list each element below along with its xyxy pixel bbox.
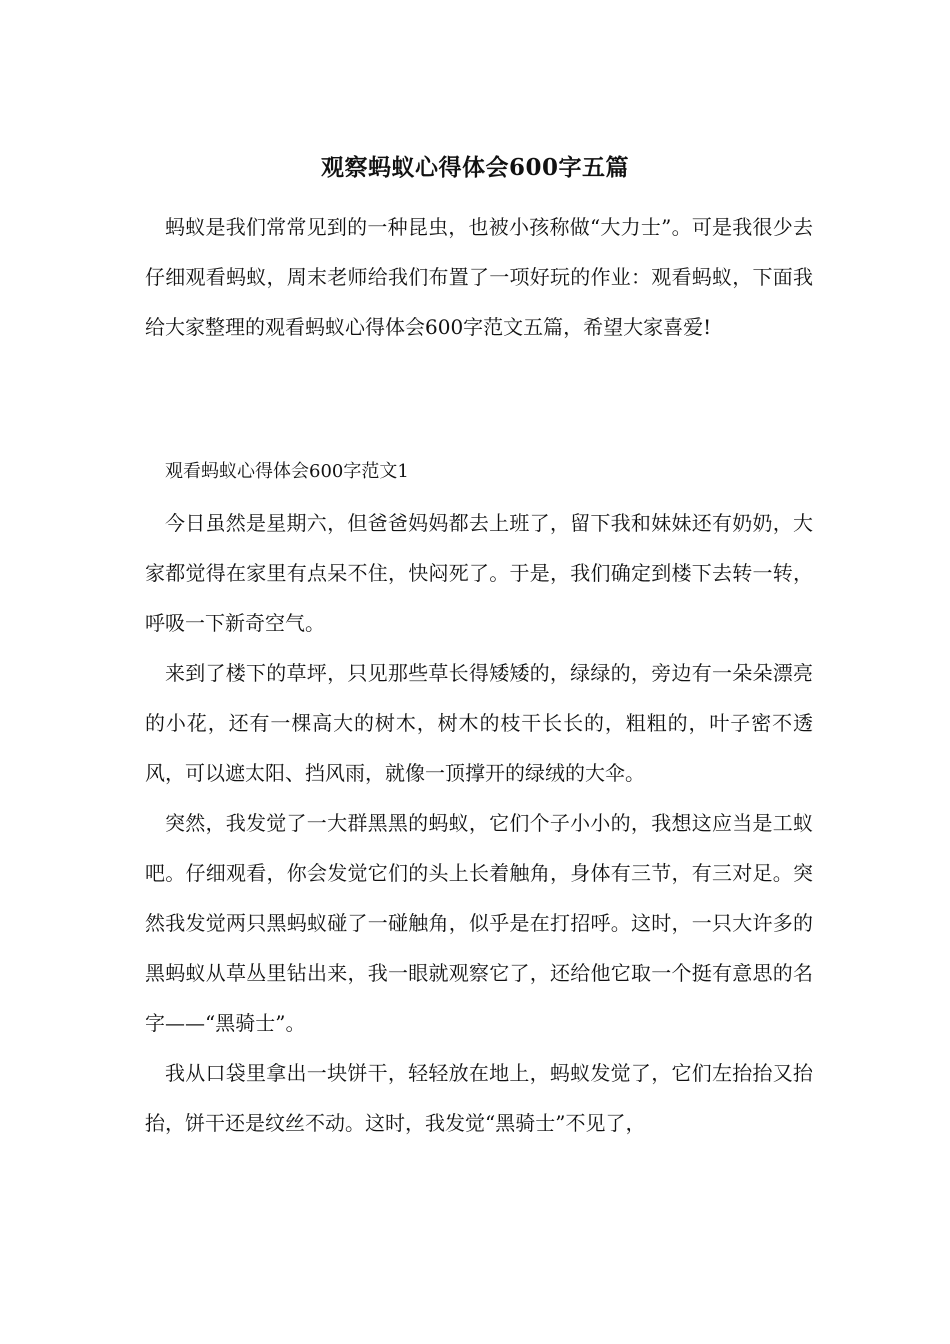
- paragraph-1: 今日虽然是星期六，但爸爸妈妈都去上班了，留下我和妹妹还有奶奶，大家都觉得在家里有点呆不住，快闷死了。于是，我们确定到楼下去转一转，呼吸一下新奇空气。: [145, 511, 813, 635]
- paragraph-2: 来到了楼下的草坪，只见那些草长得矮矮的，绿绿的，旁边有一朵朵漂亮的小花，还有一棵高大的树木，树木的枝干长长的，粗粗的，叶子密不透风，可以遮太阳、挡风雨，就像一顶撑开的绿绒的大伞。: [145, 661, 813, 785]
- section-heading: 观看蚂蚁心得体会600字范文1: [165, 461, 409, 482]
- document-title: 观察蚂蚁心得体会600字五篇: [320, 154, 629, 181]
- paragraph-4: 我从口袋里拿出一块饼干，轻轻放在地上，蚂蚁发觉了，它们左抬抬又抬抬，饼干还是纹丝不动。这时，我发觉“黑骑士”不见了，: [145, 1061, 813, 1135]
- intro-block: [145, 202, 813, 352]
- intro-paragraph: 蚂蚁是我们常常见到的一种昆虫，也被小孩称做“大力士”。可是我很少去仔细观看蚂蚁，周末老师给我们布置了一项好玩的作业：观看蚂蚁，下面我给大家整理的观看蚂蚁心得体会600字范文五篇，希望大家喜爱!: [145, 215, 813, 339]
- paragraph-3: 突然，我发觉了一大群黑黑的蚂蚁，它们个子小小的，我想这应当是工蚁吧。仔细观看，你会发觉它们的头上长着触角，身体有三节，有三对足。突然我发觉两只黑蚂蚁碰了一碰触角，似乎是在打招呼。这时，一只大许多的黑蚂蚁从草丛里钻出来，我一眼就观察它了，还给他它取一个挺有意思的名字——“黑骑士”。: [145, 811, 813, 1035]
- section-body: [145, 498, 813, 1148]
